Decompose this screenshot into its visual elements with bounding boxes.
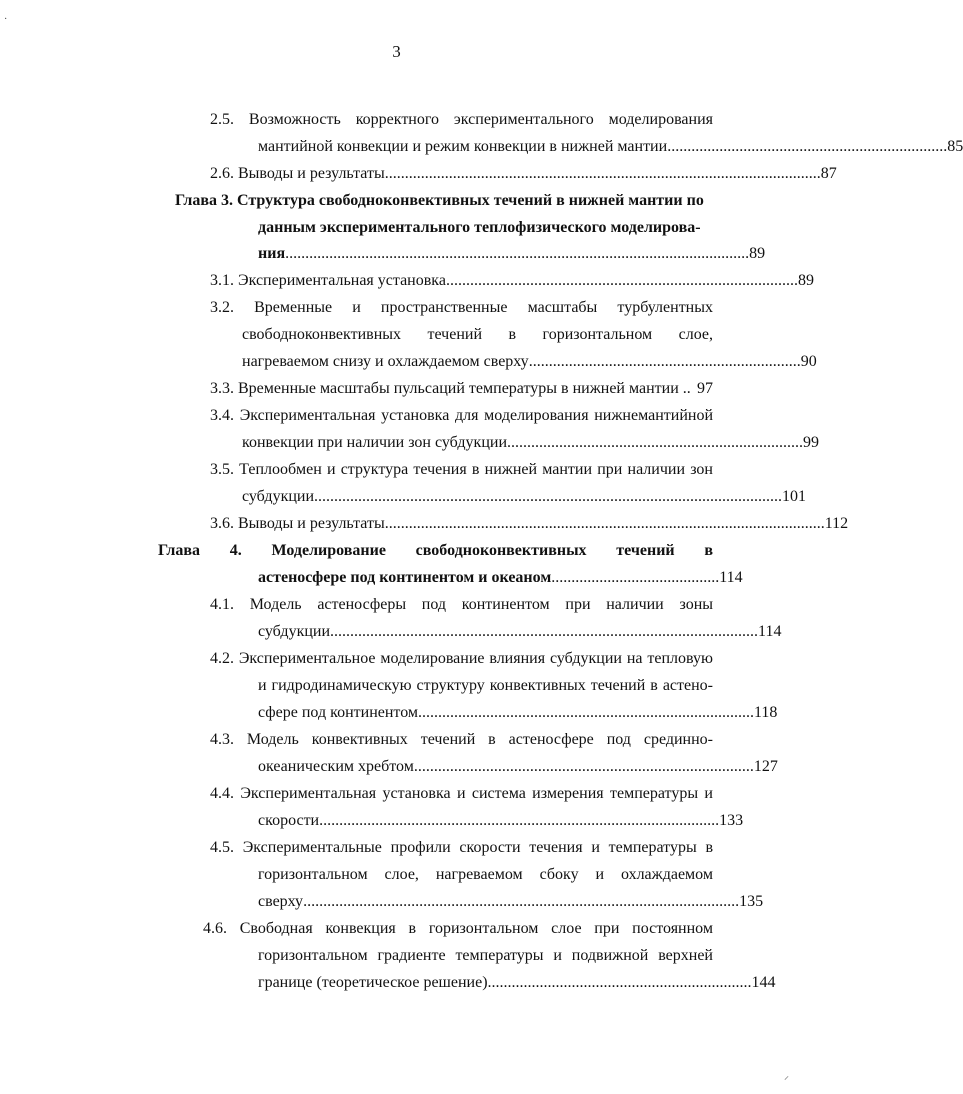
toc-line: субдукции ........................................................................................................... 114: [258, 621, 713, 643]
toc-line: 4.1. Модель астеносферы под континентом при наличии зоны: [210, 596, 713, 613]
toc-line: 4.5. Экспериментальные профили скорости течения и температуры в: [210, 839, 713, 856]
toc-page-number: 97: [697, 380, 713, 397]
toc-line: 2.5. Возможность корректного экспериментального моделирования: [210, 111, 713, 128]
toc-page-number: 112: [824, 515, 849, 532]
toc-line: 4.4. Экспериментальная установка и система измерения температуры и: [210, 785, 713, 802]
toc-line: 4.6. Свободная конвекция в горизонтальном слое при постоянном: [203, 920, 713, 937]
toc-line: океаническим хребтом ..................................................................................... 127: [258, 756, 709, 778]
toc-line: конвекции при наличии зон субдукции .......................................................................... 99: [242, 432, 713, 454]
toc-page-number: 89: [797, 272, 814, 289]
toc-page-number: 114: [758, 623, 782, 640]
toc-chapter-line: Глава 4. Моделирование свободноконвективных течений в: [158, 542, 713, 559]
page-number: 3: [392, 42, 401, 61]
toc-page-number: 118: [754, 704, 778, 721]
toc-line: скорости .................................................................................................... 133: [258, 810, 709, 832]
toc-line: сверху ............................................................................................................. 135: [258, 891, 709, 913]
toc-line: 4.3. Модель конвективных течений в астеносфере под срединно-: [210, 731, 713, 748]
toc-line: мантийной конвекции и режим конвекции в нижней мантии ...................................................................... 85: [258, 136, 713, 158]
toc-page-number: 133: [719, 812, 744, 829]
toc-line: 3.6. Выводы и результаты .............................................................................................................. 112: [210, 513, 713, 535]
toc-chapter-line: данным экспериментального теплофизического моделирова-: [258, 219, 701, 236]
toc-chapter-line: ния .................................................................................................................... 89: [258, 243, 713, 265]
toc-chapter-line: Глава 3. Структура свободноконвективных течений в нижней мантии по: [175, 192, 704, 209]
toc-line: 3.3. Временные масштабы пульсаций температуры в нижней мантии .. 97: [210, 378, 713, 400]
toc-line: 4.2. Экспериментальное моделирование влияния субдукции на тепловую: [210, 650, 713, 667]
toc-page-number: 99: [803, 434, 820, 451]
toc-line: 3.5. Теплообмен и структура течения в нижней мантии при наличии зон: [210, 461, 713, 478]
toc-line: 3.2. Временные и пространственные масштабы турбулентных: [210, 299, 713, 316]
toc-line: горизонтальном градиенте температуры и подвижной верхней: [258, 947, 713, 964]
toc-page-number: 127: [753, 758, 778, 775]
toc-line: 3.4. Экспериментальная установка для моделирования нижнемантийной: [210, 407, 713, 424]
toc-page-number: 87: [820, 165, 837, 182]
toc-page-number: 135: [739, 893, 764, 910]
toc-page-number: 89: [749, 245, 766, 262]
toc-page-number: 90: [800, 353, 817, 370]
scan-speck: ·: [4, 14, 8, 25]
toc-line: и гидродинамическую структуру конвективных течений в астено-: [258, 677, 713, 694]
toc-page-number: 144: [751, 974, 776, 991]
toc-line: субдукции ..................................................................................................................... 101: [242, 486, 713, 508]
toc-line: сфере под континентом .................................................................................... 118: [258, 702, 705, 724]
toc-line: горизонтальном слое, нагреваемом сбоку и охлаждаемом: [258, 866, 713, 883]
toc-page-number: 114: [719, 569, 743, 586]
toc-line: свободноконвективных течений в горизонтальном слое,: [242, 326, 713, 343]
toc-page-number: 85: [947, 138, 963, 155]
toc-line: нагреваемом снизу и охлаждаемом сверху .................................................................... 90: [242, 351, 713, 373]
toc-line: 2.6. Выводы и результаты ............................................................................................................. 87: [210, 163, 713, 185]
toc-page-number: 101: [782, 488, 807, 505]
toc-chapter-line: астеносфере под континентом и океаном .......................................... 114: [258, 567, 713, 589]
toc-line: границе (теоретическое решение) .................................................................. 144: [258, 972, 709, 994]
toc-line: 3.1. Экспериментальная установка ........................................................................................ 89: [210, 270, 713, 292]
scan-mark: ⸝: [784, 1071, 789, 1082]
